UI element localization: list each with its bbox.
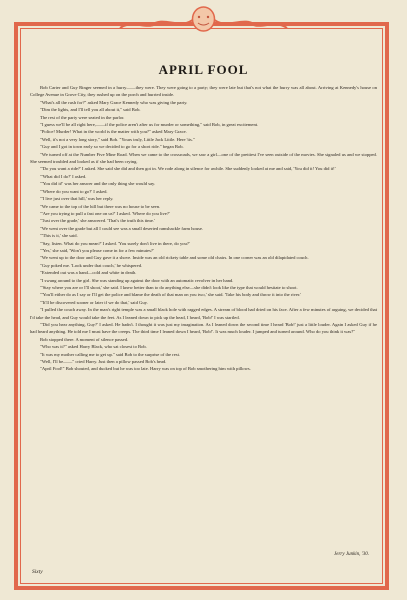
story-title: APRIL FOOL: [158, 62, 249, 77]
paragraph: Bob stopped there. A moment of silence passed.: [40, 336, 129, 342]
paragraph: "'Stay where you are or I'll shoot,' she said. I knew better than to do anything else—she didn't look like the type that would hesitate to shoot.: [40, 284, 298, 290]
paragraph: "Police! Murder! What in the world is the matter with you?" asked Mary Grace.: [40, 129, 187, 135]
story-body: [30, 84, 377, 373]
paragraph: "'Yes,' she said, 'Won't you please come in for a few minutes?': [40, 247, 154, 253]
paragraph: "April Fool!" Bob shouted, and ducked but he was too late. Harry was on top of Bob smothering him with pillows.: [40, 366, 251, 372]
paragraph: "'Do you want a ride?' I asked. She said she did and then got in. We rode along in silence for awhile. She suddenly looked at me and said, 'You did it! You did it!': [40, 166, 336, 172]
paragraph: "'Just over the grade,' she answered. 'That's the truth this time.': [40, 218, 155, 224]
paragraph: "'You'll either do as I say or I'll get the police and blame the death of that man on you two,' she said. 'Take his body and throw it into the river.': [40, 292, 302, 298]
paragraph: "'Are you trying to pull a fast one on us?' I asked. 'Where do you live?': [40, 210, 170, 216]
paragraph: "'You did it!' was her answer and the only thing she would say.: [40, 181, 156, 187]
paragraph: "We turned off at the Number Five Mine Road. When we came to the crossroads, we saw a girl—one of the prettiest I've seen outside of the movies. She signaled us and we stopped. She seemed troubled and looked as if she had been crying.: [30, 151, 377, 165]
paragraph: "I swung around to the girl. She was standing up against the door with an automatic revolver in her hand.: [40, 277, 234, 283]
paragraph: "Guy poked me. 'Look under that couch,' he whispered.: [40, 262, 143, 268]
paragraph: "We went up to the door and Guy gave it a shove. Inside was an old rickety table and some old chairs. In one corner was an old dilapidated couch.: [40, 255, 309, 261]
paragraph: "'Did you hear anything, Guy?' I asked. He hadn't. I thought it was just my imagination. As I leaned down the second time I heard 'Bob!' just a little louder. Again I asked Guy if he had heard anything. He told me I must have the creeps. The third time I leaned down I heard, 'Bob!'. It was much louder. I jumped and turned around. Who do you think it was?": [30, 322, 377, 335]
author-signature: Jerry Junkin, '30.: [334, 552, 369, 557]
paragraph: "Who was it?" asked Harry Black, who sat closest to Bob.: [40, 344, 147, 350]
paragraph: "Extended out was a hand—cold and white in death.: [40, 270, 137, 276]
paragraph: "Guy and I got in town early so we decided to go for a short ride." began Bob.: [40, 144, 184, 150]
paragraph: "I guess we'll be all right here,——if the police aren't after us for murder or something," said Bob, in great excitement.: [40, 122, 259, 128]
paragraph: "Well, it's not a very long story," said Bob. "Yours truly, Little Jack Little. Here 'tis.": [40, 136, 195, 142]
paragraph: "'What did I do?' I asked.: [40, 173, 87, 179]
paragraph: "'This is it,' she said.: [40, 233, 78, 239]
paragraph: "I pulled the couch away. In the man's right temple was a small black hole with ragged edges. A stream of blood had dried on his face. After a few minutes of arguing, we decided that I'd take the head, and Guy would take the feet. As I leaned down to pick up the head, I heard, 'Bob!' I was startled.: [30, 307, 377, 320]
page-number: Sixty: [32, 569, 43, 575]
paragraph: "'It'll be discovered sooner or later if we do that,' said Guy.: [40, 299, 148, 305]
paragraph: "It was my mother calling me to get up." said Bob to the surprise of the rest.: [40, 351, 181, 357]
paragraph: "'I live just over that hill,' was her reply.: [40, 196, 114, 202]
paragraph: "We came to the top of the hill but there was no house to be seen.: [40, 203, 161, 209]
paragraph: Bob Carter and Guy Ringer seemed in a hurry——they were. They were going to a party; they were late but that's not what the hurry was all about. Arriving at Kennedy's house on College Avenue in Grove City, they rushed up on the porch and hurried inside.: [30, 85, 377, 98]
paragraph: "What's all the rush for?" asked Mary Grace Kennedy who was giving the party.: [40, 99, 188, 105]
paragraph: "Well, I'll be——" cried Harry. Just then a pillow passed Bob's head.: [40, 359, 167, 365]
paragraph: "'Say, listen. What do you mean?' I asked. 'You surely don't live in there, do you?': [40, 240, 190, 246]
header-ornament-icon: [0, 4, 407, 40]
paragraph: "'Where do you want to go?' I asked.: [40, 188, 108, 194]
paragraph: "We went over the grade but all I could see was a small deserted ramshackle farm house.: [40, 225, 204, 231]
paragraph: The rest of the party were seated in the parlor.: [40, 114, 125, 120]
paragraph: "Dim the lights, and I'll tell you all about it," said Bob.: [40, 107, 141, 113]
